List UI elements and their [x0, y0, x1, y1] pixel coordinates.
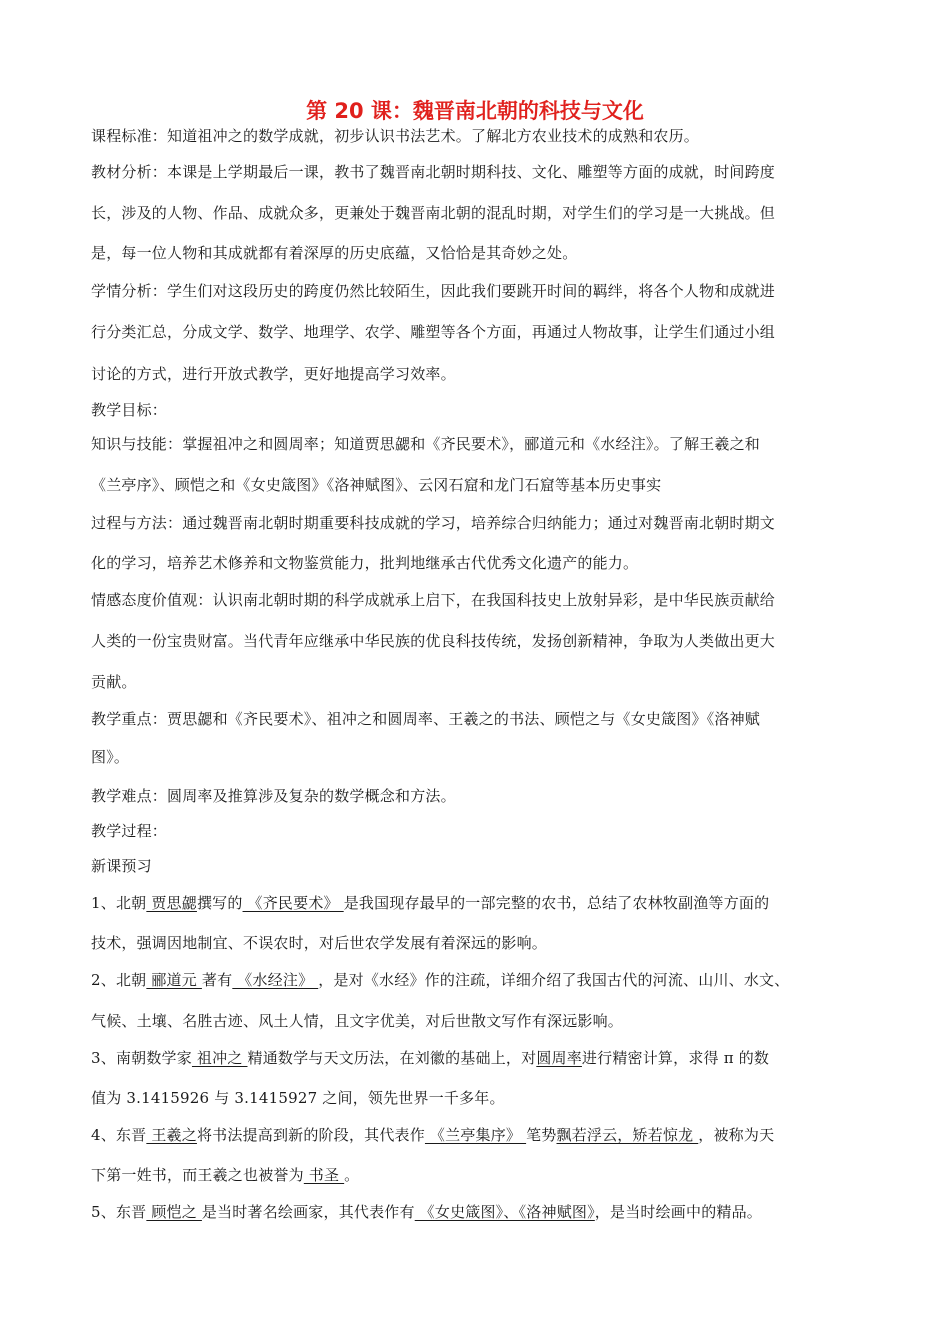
difficult-points: 教学难点：圆周率及推算涉及复杂的数学概念和方法。	[91, 787, 456, 805]
process-method-line-2: 化的学习，培养艺术修养和文物鉴赏能力，批判地继承古代优秀文化遗产的能力。	[91, 554, 639, 572]
lesson-title: 第 20 课：魏晋南北朝的科技与文化	[306, 99, 644, 123]
answer-shuijing-zhu: 《水经注》	[232, 971, 319, 989]
teaching-goals-heading: 教学目标：	[91, 401, 168, 419]
answer-shusheng: 书圣	[303, 1166, 345, 1184]
preview-item-4-cont: 下第一姓书，而王羲之也被誉为 书圣 。	[91, 1166, 360, 1184]
answer-pi: 圆周率	[536, 1049, 582, 1067]
answer-brush-style: 飘若浮云，矫若惊龙	[556, 1126, 699, 1144]
preview-item-5: 5、东晋 顾恺之 是当时著名绘画家，其代表作有 《女史箴图》、《洛神赋图》，是当时绘画中的精品。	[91, 1203, 762, 1221]
course-standard: 课程标准：知道祖冲之的数学成就，初步认识书法艺术。了解北方农业技术的成熟和农历。	[91, 127, 700, 145]
preview-item-3: 3、南朝数学家 祖冲之 精通数学与天文历法，在刘徽的基础上，对圆周率进行精密计算，求得 π 的数	[91, 1049, 770, 1067]
key-points-line-1: 教学重点：贾思勰和《齐民要术》、祖冲之和圆周率、王羲之的书法、顾恺之与《女史箴图》《洛神赋	[91, 710, 761, 728]
student-analysis-line-2: 行分类汇总，分成文学、数学、地理学、农学、雕塑等各个方面，再通过人物故事，让学生们通过小组	[91, 323, 776, 341]
preview-item-2: 2、北朝 郦道元 著有 《水经注》 ，是对《水经》作的注疏，详细介绍了我国古代的河流、山川、水文、	[91, 971, 790, 989]
process-method-line-1: 过程与方法：通过魏晋南北朝时期重要科技成就的学习，培养综合归纳能力；通过对魏晋南北朝时期文	[91, 514, 776, 532]
material-analysis-line-1: 教材分析：本课是上学期最后一课，教书了魏晋南北朝时期科技、文化、雕塑等方面的成就，时间跨度	[91, 163, 776, 181]
preview-item-1-cont: 技术，强调因地制宜、不误农时，对后世农学发展有着深远的影响。	[91, 934, 548, 952]
answer-paintings: 《女史箴图》、《洛神赋图》	[414, 1203, 595, 1221]
preview-item-2-cont: 气候、土壤、名胜古迹、风土人情，且文字优美，对后世散文写作有深远影响。	[91, 1012, 624, 1030]
answer-wang-xizhi: 王羲之	[146, 1126, 197, 1144]
answer-zu-chongzhi: 祖冲之	[191, 1049, 248, 1067]
attitude-values-line-2: 人类的一份宝贵财富。当代青年应继承中华民族的优良科技传统，发扬创新精神，争取为人类做出更大	[91, 632, 776, 650]
attitude-values-line-3: 贡献。	[91, 673, 137, 691]
material-analysis-line-2: 长，涉及的人物、作品、成就众多，更兼处于魏晋南北朝的混乱时期，对学生们的学习是一大挑战。但	[91, 204, 776, 222]
knowledge-skills-line-2: 《兰亭序》、顾恺之和《女史箴图》《洛神赋图》、云冈石窟和龙门石窟等基本历史事实	[91, 476, 662, 494]
preview-item-1: 1、北朝 贾思勰撰写的 《齐民要术》 是我国现存最早的一部完整的农书，总结了农林牧副渔等方面的	[91, 894, 770, 912]
preview-item-3-cont: 值为 3.1415926 与 3.1415927 之间，领先世界一千多年。	[91, 1089, 505, 1107]
knowledge-skills-line-1: 知识与技能：掌握祖冲之和圆周率；知道贾思勰和《齐民要术》，郦道元和《水经注》。了解王羲之和	[91, 435, 761, 453]
teaching-process-heading: 教学过程：	[91, 822, 168, 840]
material-analysis-line-3: 是，每一位人物和其成就都有着深厚的历史底蕴，又恰恰是其奇妙之处。	[91, 244, 578, 262]
attitude-values-line-1: 情感态度价值观：认识南北朝时期的科学成就承上启下，在我国科技史上放射异彩，是中华民族贡献给	[91, 591, 776, 609]
answer-gu-kaizhi: 顾恺之	[146, 1203, 202, 1221]
student-analysis-line-3: 讨论的方式，进行开放式教学，更好地提高学习效率。	[91, 365, 456, 383]
preview-heading: 新课预习	[91, 857, 152, 875]
answer-qimin-yaoshu: 《齐民要术》	[242, 894, 344, 912]
student-analysis-line-1: 学情分析：学生们对这段历史的跨度仍然比较陌生，因此我们要跳开时间的羁绊，将各个人物和成就进	[91, 282, 776, 300]
key-points-line-2: 图》。	[91, 748, 130, 766]
preview-item-4: 4、东晋 王羲之将书法提高到新的阶段，其代表作 《兰亭集序》 笔势飘若浮云，矫若惊龙 ，被称为天	[91, 1126, 775, 1144]
answer-lanting-jixu: 《兰亭集序》	[424, 1126, 527, 1144]
answer-li-daoyuan: 郦道元	[146, 971, 202, 989]
answer-jia-sixie: 贾思勰	[146, 894, 197, 912]
